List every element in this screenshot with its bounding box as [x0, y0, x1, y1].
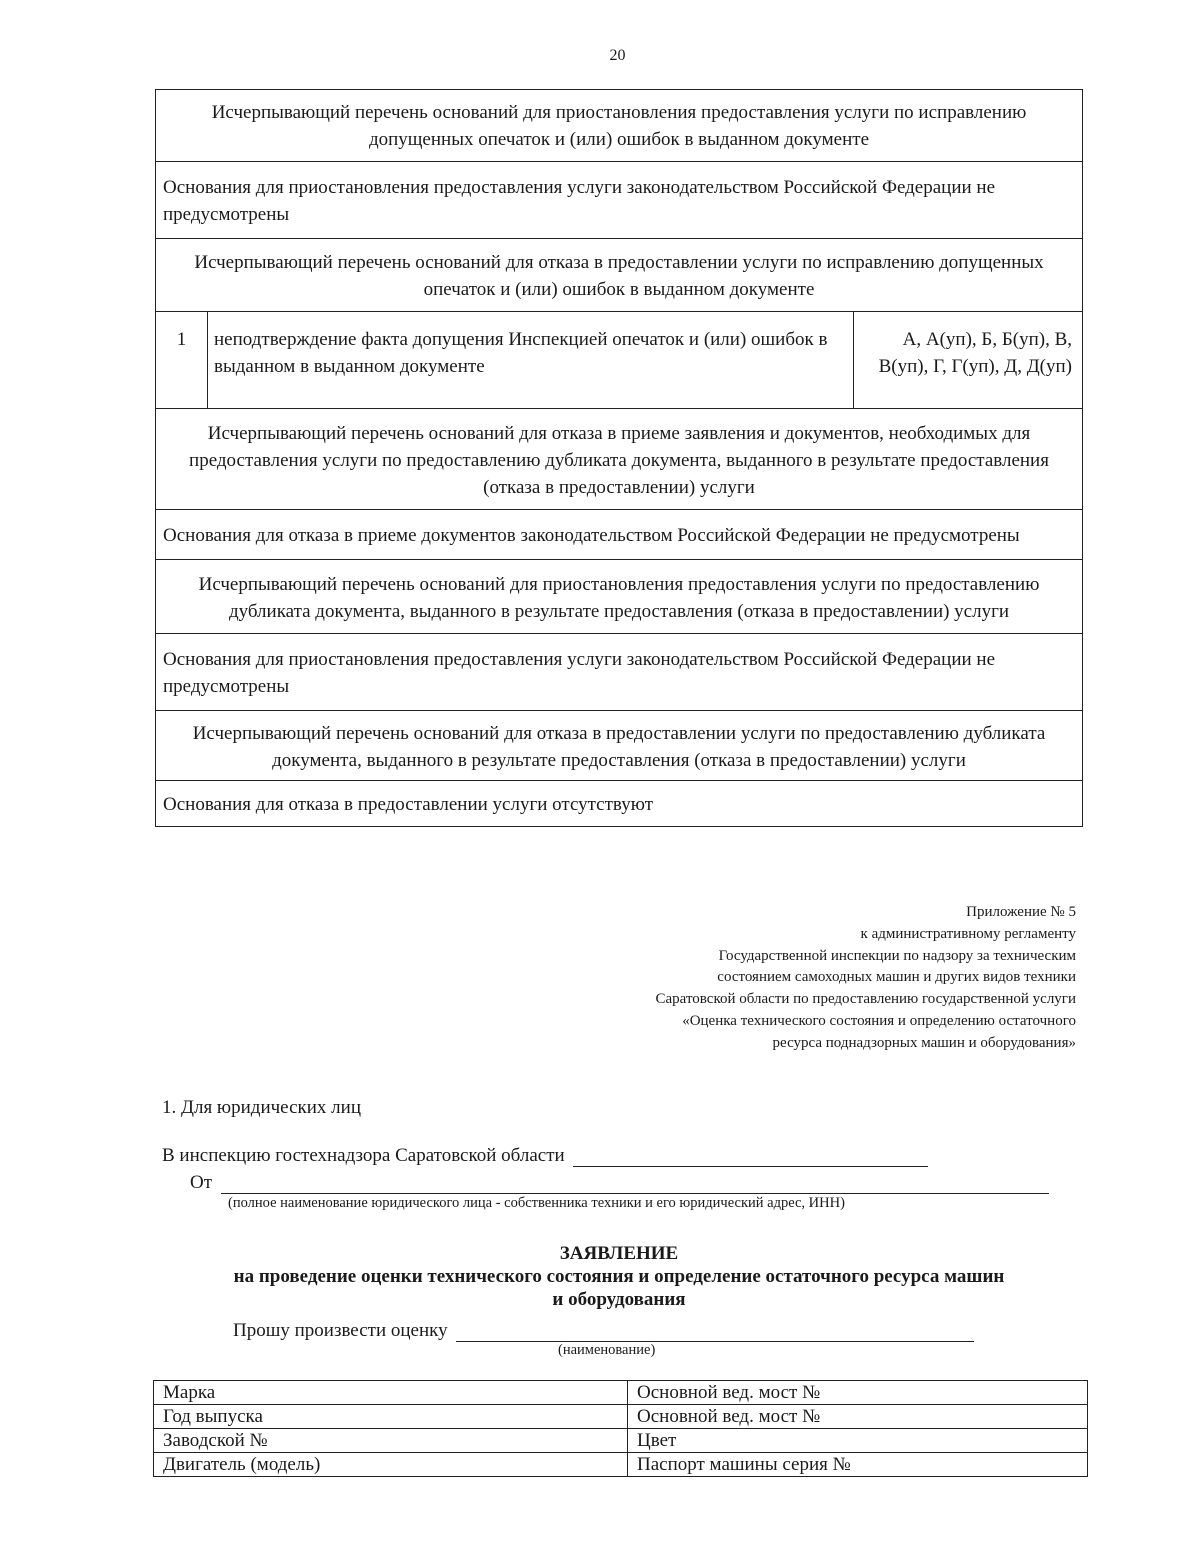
table-row-header [156, 559, 1082, 633]
request-line [233, 1320, 974, 1342]
appendix-line: Государственной инспекции по надзору за техническим [718, 947, 1076, 964]
title-subtitle-line2: и оборудования [552, 1289, 686, 1310]
page-number: 20 [609, 47, 626, 64]
from-label: От [190, 1172, 213, 1193]
grounds-table [155, 89, 1083, 827]
to-inspection-field[interactable] [573, 1146, 928, 1167]
row-text: Исчерпывающий перечень оснований для отказа в приеме заявления и документов, необходимых для предоставления услуги по предоставлению дубликата документа, выданного в результате предоставления (отказа в предоставлении) услуги [189, 423, 1049, 498]
table-row [156, 161, 1082, 238]
row-text: Основания для отказа в предоставлении услуги отсутствуют [163, 794, 653, 815]
details-cell: Год выпуска [154, 1405, 628, 1429]
row-text: Исчерпывающий перечень оснований для приостановления предоставления услуги по исправлению допущенных опечаток и (или) ошибок в выданном документе [211, 102, 1027, 150]
table-row [154, 1453, 1088, 1477]
table-row-header [156, 408, 1082, 509]
table-row [156, 780, 1082, 826]
appendix-line: состоянием самоходных машин и других видов техники [717, 969, 1076, 986]
appendix-line: «Оценка технического состояния и определению остаточного [682, 1012, 1076, 1029]
table-row-header [156, 238, 1082, 311]
appendix-note [656, 902, 1076, 1055]
request-field[interactable] [456, 1321, 974, 1342]
table-row [154, 1405, 1088, 1429]
row-text: Исчерпывающий перечень оснований для отказа в предоставлении услуги по исправлению допущенных опечаток и (или) ошибок в выданном документе [194, 252, 1044, 300]
machine-details-table [153, 1380, 1088, 1477]
row-text: Исчерпывающий перечень оснований для отказа в предоставлении услуги по предоставлению дубликата документа, выданного в результате предоставления (отказа в предоставлении) услуги [192, 723, 1046, 771]
request-label: Прошу произвести оценку [233, 1320, 448, 1341]
from-line [190, 1172, 1049, 1194]
appendix-line: Саратовской области по предоставлению государственной услуги [655, 991, 1076, 1008]
row-number: 1 [156, 312, 208, 408]
row-text: Основания для приостановления предоставления услуги законодательством Российской Федерации не предусмотрены [163, 649, 996, 697]
title-heading: ЗАЯВЛЕНИЕ [559, 1243, 679, 1264]
row-text: Основания для приостановления предоставления услуги законодательством Российской Федерации не предусмотрены [163, 177, 996, 225]
to-inspection-line [162, 1145, 928, 1167]
title-subtitle-line1: на проведение оценки технического состояния и определение остаточного ресурса машин [233, 1266, 1005, 1287]
details-cell: Основной вед. мост № [628, 1381, 1088, 1405]
to-label: В инспекцию гостехнадзора Саратовской области [162, 1145, 565, 1166]
row-text: Исчерпывающий перечень оснований для приостановления предоставления услуги по предоставлению дубликата документа, выданного в результате предоставления (отказа в предоставлении) услуги [198, 574, 1040, 622]
from-caption: (полное наименование юридического лица - собственника техники и его юридический адрес, ИНН) [228, 1195, 845, 1211]
table-row-header [156, 90, 1082, 161]
table-row-numbered [156, 311, 1082, 408]
details-cell: Заводской № [154, 1429, 628, 1453]
table-row [154, 1429, 1088, 1453]
details-cell: Основной вед. мост № [628, 1405, 1088, 1429]
row-text: неподтверждение факта допущения Инспекцией опечаток и (или) ошибок в выданном в выданном документе [208, 312, 854, 408]
request-caption: (наименование) [558, 1342, 656, 1358]
details-cell: Двигатель (модель) [154, 1453, 628, 1477]
section-title: 1. Для юридических лиц [162, 1097, 361, 1118]
from-field[interactable] [221, 1173, 1049, 1194]
table-row [154, 1381, 1088, 1405]
appendix-line: к административному регламенту [860, 925, 1076, 942]
details-cell: Цвет [628, 1429, 1088, 1453]
appendix-line: ресурса поднадзорных машин и оборудования» [772, 1034, 1076, 1051]
row-text: Основания для отказа в приеме документов законодательством Российской Федерации не предусмотрены [163, 525, 1020, 546]
row-codes: А, А(уп), Б, Б(уп), В, В(уп), Г, Г(уп), Д, Д(уп) [878, 329, 1072, 377]
details-cell: Паспорт машины серия № [628, 1453, 1088, 1477]
table-row [156, 509, 1082, 559]
table-row-header [156, 710, 1082, 780]
details-cell: Марка [154, 1381, 628, 1405]
table-row [156, 633, 1082, 710]
document-title [155, 1242, 1083, 1311]
appendix-line: Приложение № 5 [966, 904, 1076, 920]
